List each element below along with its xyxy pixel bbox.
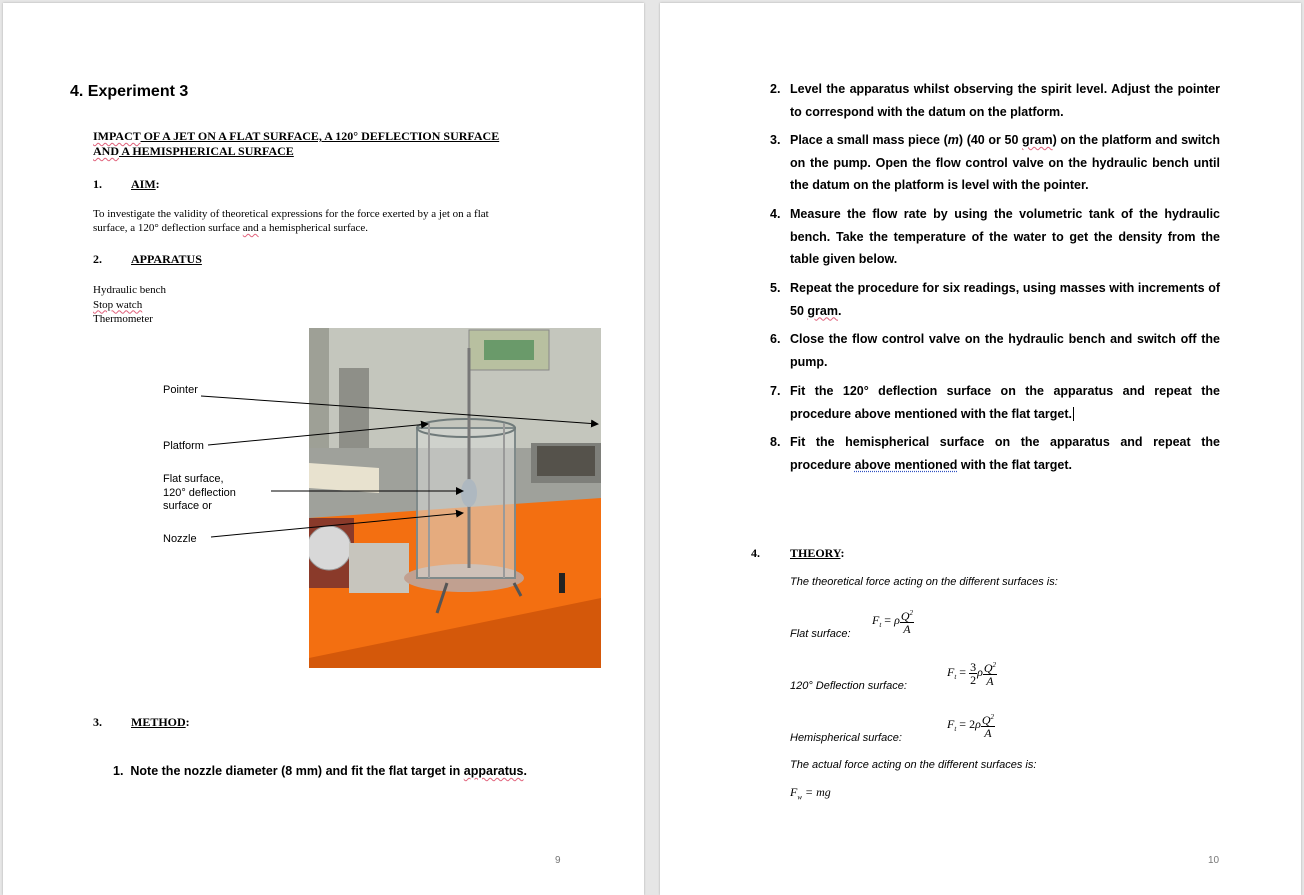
apparatus-item[interactable]: Stop watch [93,298,143,311]
apparatus-item: Hydraulic bench [93,284,166,296]
method-step-5: 5. Repeat the procedure for six readings, using masses with increments of 50 gram. [770,281,1220,318]
theory-heading: THEORY: [790,546,845,560]
title-word-and[interactable]: AND [93,144,119,158]
method-step-6: 6. Close the flow control valve on the hydraulic bench and switch off the pump. [770,332,1220,369]
title-word-impact[interactable]: IMPACT [93,129,141,143]
flat-surface-label: Flat surface: [790,628,851,640]
apparatus-list [93,283,166,327]
step3-word-gram[interactable]: gram [1022,133,1053,147]
label-target-surface: Flat surface, 120° deflection surface or [163,473,236,512]
hemispherical-surface-equation: $F_t = 2\rho$ $\frac{Q^2}{A}$ [947,713,995,740]
deflection-surface-equation: $F_t$ = $\frac{3}{2}$ ρ $\frac{Q^2}{A}$ [947,659,997,688]
page-number: 9 [555,855,561,866]
label-nozzle: Nozzle [163,533,197,545]
hemispherical-surface-label: Hemispherical surface: [790,732,902,744]
apparatus-number: 2. [93,252,102,266]
method-step-2: 2. Level the apparatus whilst observing the spirit level. Adjust the pointer to correspond with the datum on the platform. [770,82,1220,119]
theory-number: 4. [751,546,760,560]
apparatus-heading: APPARATUS [131,252,202,266]
text-cursor [1073,407,1074,421]
aim-text: To investigate the validity of theoretical expressions for the force exerted by a jet on a flat surface, a 120° deflection surface and a hemispherical surface. [93,208,489,234]
step5-word-gram[interactable]: gram [807,303,838,318]
apparatus-photo[interactable] [309,328,601,668]
experiment-title: IMPACT OF A JET ON A FLAT SURFACE, A 120° DEFLECTION SURFACE AND A HEMISPHERICAL SURFACE [93,129,500,158]
actual-force-intro: The actual force acting on the different surfaces is: [790,759,1037,771]
experiment-heading: 4. Experiment 3 [70,83,189,100]
step1-word-apparatus[interactable]: apparatus [463,764,524,778]
document-page-10 [660,3,1301,895]
method-step-8: 8. Fit the hemispherical surface on the apparatus and repeat the procedure above mentioned with the flat target. [770,435,1220,472]
theory-intro: The theoretical force acting on the different surfaces is: [790,576,1058,588]
actual-force-equation: $F_w$ = mg [790,785,831,802]
deflection-surface-label: 120° Deflection surface: [790,680,907,692]
label-pointer: Pointer [163,384,198,396]
method-step-1: 1. Note the nozzle diameter (8 mm) and fit the flat target in apparatus. [113,764,527,778]
method-heading: METHOD: [131,715,190,729]
label-platform: Platform [163,440,204,452]
step8-grammar-mark[interactable]: above mentioned [854,457,958,472]
method-step-3: 3. Place a small mass piece (m) (40 or 50 gram) on the platform and switch on the pump. Open the flow control valve on the hydraulic bench until the datum on the platform is level with the pointer. [770,133,1220,192]
aim-number: 1. [93,177,102,191]
page-number: 10 [1208,855,1220,866]
aim-heading: AIM: [131,177,160,191]
method-step-7: 7. Fit the 120° deflection surface on the apparatus and repeat the procedure above mentioned with the flat target. [770,384,1220,421]
method-number: 3. [93,715,102,729]
method-step-4: 4. Measure the flow rate by using the volumetric tank of the hydraulic bench. Take the temperature of the water to get the density from the table given below. [770,207,1220,266]
flat-surface-equation: $F_t = \rho$ $\frac{Q^2}{A}$ [872,609,914,636]
aim-word-and[interactable]: and [242,222,259,234]
document-page-9 [3,3,644,895]
apparatus-item: Thermometer [93,313,153,325]
